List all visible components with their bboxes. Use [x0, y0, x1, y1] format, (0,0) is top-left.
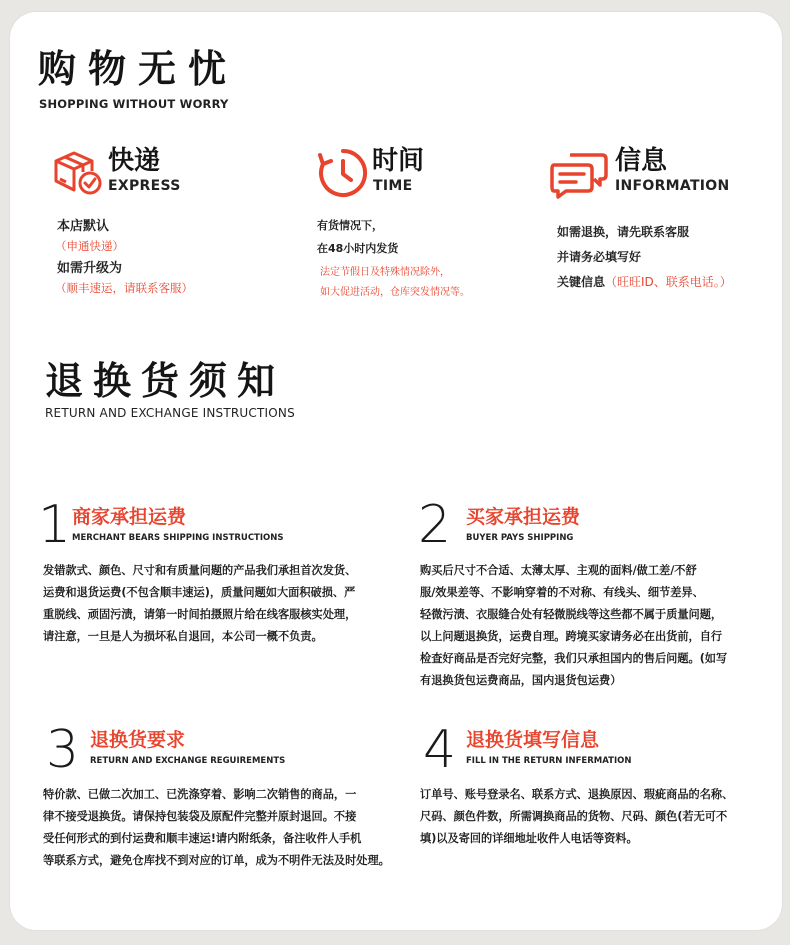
- section-2-line: 以上问题退换货，运费自理。跨境买家请务必在出货前，自行: [420, 630, 723, 643]
- delivery-box-icon: [52, 147, 104, 201]
- section-1-line: 请注意，一旦是人为损坏私自退回，本公司一概不负责。: [43, 630, 323, 643]
- express-line-2: （申通快递）: [55, 239, 124, 253]
- section-3-title: 退换货要求: [90, 729, 186, 751]
- section-1-subtitle: MERCHANT BEARS SHIPPING INSTRUCTIONS: [72, 533, 284, 543]
- section-4-line: 填)以及寄回的详细地址收件人电话等资料。: [420, 832, 638, 845]
- section-3-body: [43, 784, 390, 872]
- section-1-line: 发错款式、颜色、尺寸和有质量问题的产品我们承担首次发货、: [43, 564, 357, 577]
- information-line-3-highlight: （旺旺ID、联系电话。）: [605, 275, 732, 289]
- section-2-line: 有退换货包运费商品，国内退货包运费）: [420, 674, 622, 687]
- returns-title: 退换货须知: [45, 359, 286, 403]
- information-title: 信息: [615, 146, 668, 176]
- section-4-body: [420, 784, 733, 850]
- time-title: 时间: [372, 146, 425, 176]
- section-1-line: 运费和退货运费(不包含顺丰速运)，质量问题如大面积破损、严: [43, 586, 356, 599]
- returns-subtitle: RETURN AND EXCHANGE INSTRUCTIONS: [45, 406, 295, 420]
- time-line-1: 有货情况下，: [317, 219, 383, 232]
- section-1-line: 重脱线、顽固污渍，请第一时间拍摄照片给在线客服核实处理，: [43, 608, 357, 621]
- page-title: 购物无忧: [38, 47, 239, 91]
- section-1-title: 商家承担运费: [72, 506, 187, 528]
- clock-icon: [317, 147, 369, 203]
- section-1-body: [43, 560, 356, 648]
- information-subtitle: INFORMATION: [615, 178, 730, 194]
- chat-bubble-icon: [550, 149, 608, 203]
- time-line-3: 法定节假日及特殊情况除外，: [320, 267, 450, 278]
- section-3-line: 等联系方式，避免仓库找不到对应的订单，成为不明件无法及时处理。: [43, 854, 390, 867]
- time-line-2: 在48小时内发货: [317, 242, 399, 255]
- section-2-subtitle: BUYER PAYS SHIPPING: [466, 533, 574, 543]
- content-card: [10, 12, 782, 930]
- information-line-3: [557, 273, 732, 290]
- information-line-2: 并请务必填写好: [557, 250, 642, 264]
- section-3-subtitle: RETURN AND EXCHANGE REGUIREMENTS: [90, 756, 286, 766]
- information-line-1: 如需退换，请先联系客服: [557, 225, 690, 239]
- section-1-number: 1: [38, 495, 72, 555]
- section-2-line: 检查好商品是否完好完整，我们只承担国内的售后问题。(如写: [420, 652, 728, 665]
- section-2-line: 轻微污渍、衣服缝合处有轻微脱线等这些都不属于质量问题，: [420, 608, 723, 621]
- section-4-line: 尺码、颜色件数，所需调换商品的货物、尺码、颜色(若无可不: [420, 810, 728, 823]
- section-2-number: 2: [418, 495, 452, 555]
- section-2-body: [420, 560, 727, 692]
- time-line-4: 如大促进活动，仓库突发情况等。: [320, 287, 470, 298]
- section-3-number: 3: [46, 720, 80, 780]
- express-line-1: 本店默认: [57, 219, 110, 234]
- section-3-line: 受任何形式的到付运费和顺丰速运!请内附纸条，备注收件人手机: [43, 832, 362, 845]
- express-title: 快递: [108, 146, 161, 176]
- express-line-3: 如需升级为: [57, 261, 123, 276]
- section-3-line: 特价款、已做二次加工、已洗涤穿着、影响二次销售的商品，一: [43, 788, 357, 801]
- section-2-line: 购买后尺寸不合适、太薄太厚、主观的面料/做工差/不舒: [420, 564, 697, 577]
- express-line-4: （顺丰速运，请联系客服）: [55, 281, 193, 295]
- section-3-line: 律不接受退换货。请保持包装袋及原配件完整并原封退回。不接: [43, 810, 357, 823]
- section-4-number: 4: [423, 720, 457, 780]
- section-2-title: 买家承担运费: [466, 506, 581, 528]
- section-4-title: 退换货填写信息: [466, 729, 600, 751]
- section-4-subtitle: FILL IN THE RETURN INFERMATION: [466, 756, 632, 766]
- section-2-line: 服/效果差等、不影响穿着的不对称、有线头、细节差异、: [420, 586, 704, 599]
- time-subtitle: TIME: [373, 178, 413, 194]
- information-line-3-text: 关键信息: [557, 275, 606, 289]
- section-4-line: 订单号、账号登录名、联系方式、退换原因、瑕疵商品的名称、: [420, 788, 734, 801]
- page-subtitle: SHOPPING WITHOUT WORRY: [39, 97, 229, 111]
- express-subtitle: EXPRESS: [108, 178, 181, 194]
